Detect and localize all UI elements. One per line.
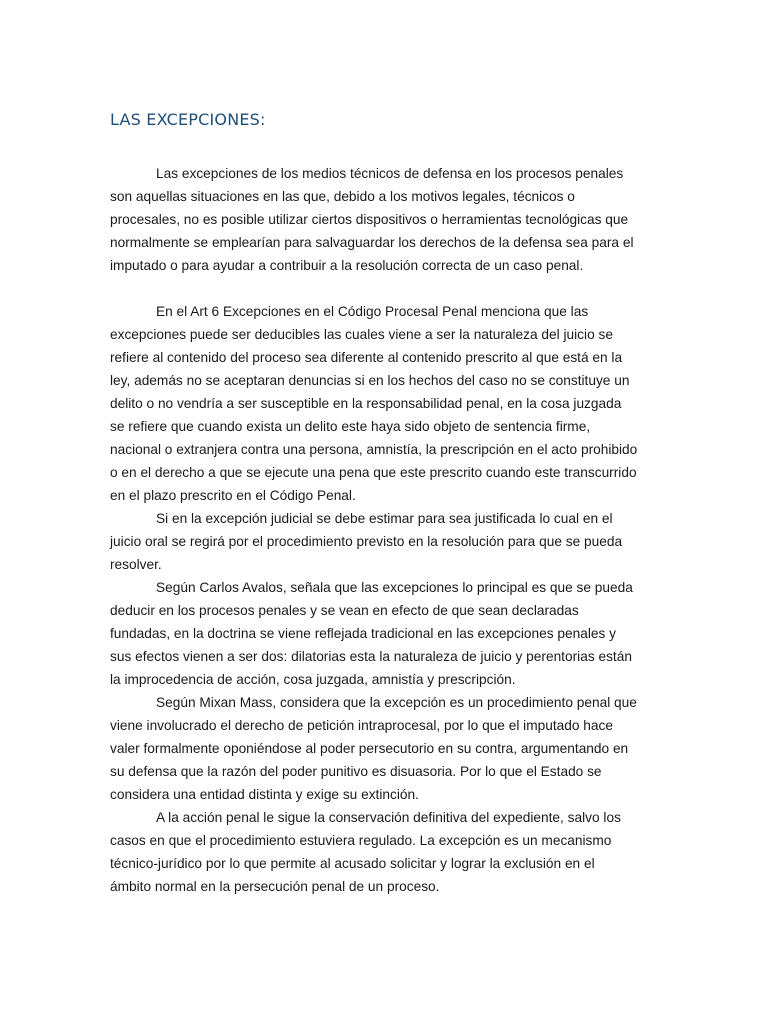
paragraph-line: Si en la excepción judicial se debe estimar para sea justificada lo cual en el [156,511,613,526]
paragraph-line: en el plazo prescrito en el Código Penal. [110,488,356,503]
paragraph-line: técnico-jurídico por lo que permite al acusado solicitar y lograr la exclusión en el [110,856,595,871]
paragraph-line: su defensa que la razón del poder punitivo es disuasoria. Por lo que el Estado se [110,764,602,779]
paragraph-line: fundadas, en la doctrina se viene reflejada tradicional en las excepciones penales y [110,626,617,641]
paragraph-6 [110,806,658,898]
paragraph-line: nacional o extranjera contra una persona, amnistía, la prescripción en el acto prohibido [110,442,638,457]
paragraph-line: procesales, no es posible utilizar ciertos dispositivos o herramientas tecnológicas que [110,212,629,227]
paragraph-line: resolver. [110,557,162,572]
paragraph-2 [110,300,658,507]
paragraph-line: Según Carlos Avalos, señala que las excepciones lo principal es que se pueda [156,580,633,595]
paragraph-line: ley, además no se aceptaran denuncias si en los hechos del caso no se constituye un [110,373,630,388]
paragraph-line: juicio oral se regirá por el procedimiento previsto en la resolución para que se pueda [110,534,623,549]
paragraph-line: la improcedencia de acción, cosa juzgada, amnistía y prescripción. [110,672,516,687]
paragraph-5 [110,691,658,806]
paragraph-line: Según Mixan Mass, considera que la excepción es un procedimiento penal que [156,695,637,710]
document-body [110,162,658,898]
paragraph-line: Las excepciones de los medios técnicos de defensa en los procesos penales [156,166,624,181]
paragraph-line: En el Art 6 Excepciones en el Código Procesal Penal menciona que las [156,304,589,319]
paragraph-line: deducir en los procesos penales y se vean en efecto de que sean declaradas [110,603,579,618]
paragraph-line: imputado o para ayudar a contribuir a la resolución correcta de un caso penal. [110,258,584,273]
paragraph-3 [110,507,658,576]
paragraph-line: casos en que el procedimiento estuviera regulado. La excepción es un mecanismo [110,833,612,848]
paragraph-line: viene involucrado el derecho de petición intraprocesal, por lo que el imputado hace [110,718,613,733]
paragraph-line: son aquellas situaciones en las que, debido a los motivos legales, técnicos o [110,189,575,204]
paragraph-line: excepciones puede ser deducibles las cuales viene a ser la naturaleza del juicio se [110,327,613,342]
paragraph-line: refiere al contenido del proceso sea diferente al contenido prescrito al que está en la [110,350,623,365]
paragraph-line: o en el derecho a que se ejecute una pena que este prescrito cuando este transcurrido [110,465,637,480]
paragraph-line: A la acción penal le sigue la conservación definitiva del expediente, salvo los [156,810,621,825]
paragraph-line: delito o no vendría a ser susceptible en la responsabilidad penal, en la cosa juzgada [110,396,622,411]
paragraph-4 [110,576,658,691]
paragraph-line: se refiere que cuando exista un delito este haya sido objeto de sentencia firme, [110,419,591,434]
document-heading: LAS EXCEPCIONES: [110,110,266,129]
paragraph-1 [110,162,658,277]
paragraph-line: sus efectos vienen a ser dos: dilatorias esta la naturaleza de juicio y perentorias están [110,649,632,664]
paragraph-line: considera una entidad distinta y exige su extinción. [110,787,419,802]
paragraph-line: valer formalmente oponiéndose al poder persecutorio en su contra, argumentando en [110,741,629,756]
paragraph-line: ámbito normal en la persecución penal de un proceso. [110,879,440,894]
paragraph-line: normalmente se emplearían para salvaguardar los derechos de la defensa sea para el [110,235,634,250]
